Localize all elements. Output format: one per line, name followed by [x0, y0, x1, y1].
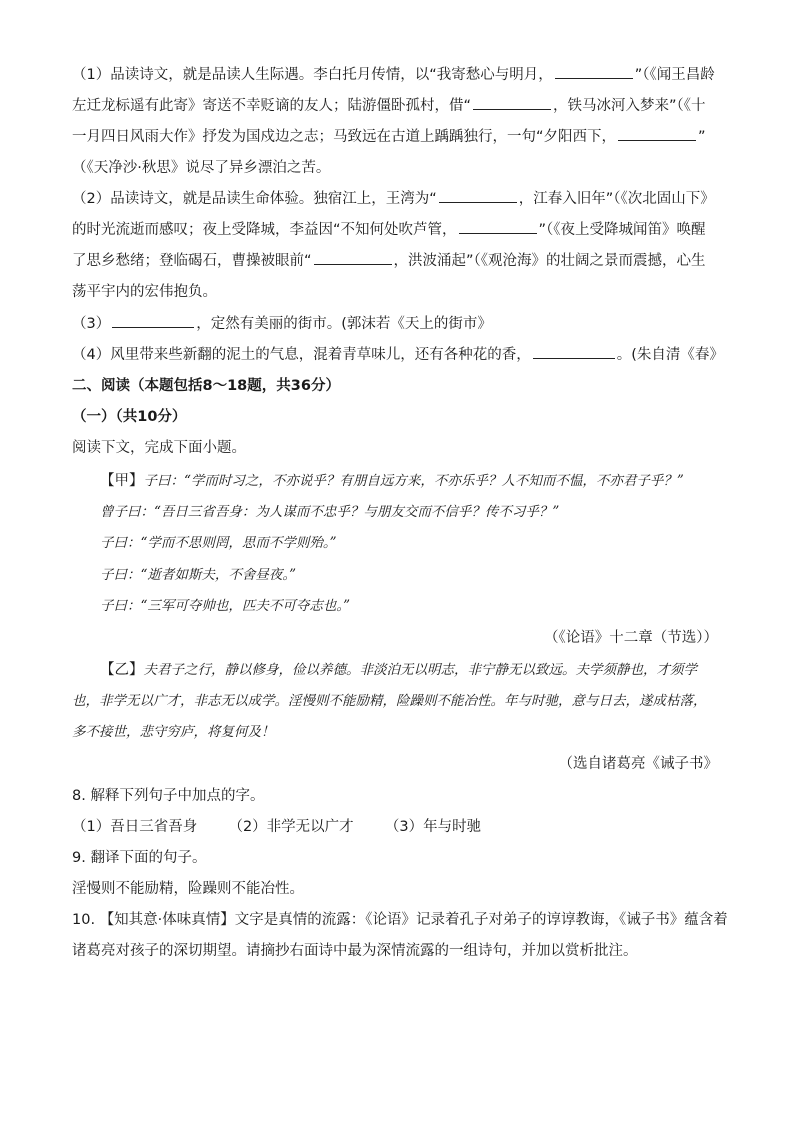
q1-text-4: （《天净沙·秋思》说尽了异乡漂泊之苦。 — [72, 160, 331, 176]
yi-line-2: 也，非学无以广才，非志无以成学。淫慢则不能励精，险躁则不能冶性。年与时驰，意与日去，遂成枯落， — [72, 693, 707, 709]
q10-line-2: 诸葛亮对孩子的深切期望。请摘抄右面诗中最为深情流露的一组诗句，并加以赏析批注。 — [72, 943, 638, 959]
q3-text-start: （3） — [72, 316, 111, 332]
yi-line-1 — [100, 659, 697, 681]
q9-sentence: 淫慢则不能励精，险躁则不能冶性。 — [72, 881, 304, 897]
jia-line-5: 子曰：“三军可夺帅也，匹夫不可夺志也。” — [100, 598, 351, 614]
q8-item: （1）吾日三省吾身 — [72, 819, 198, 835]
sub-heading: （一）（共10分） — [72, 409, 187, 425]
q2-line-1 — [72, 188, 715, 210]
q2-text-3b: ，洪波涌起”（《观沧海》的壮阔之景而震撼，心生 — [393, 253, 706, 269]
jia-label: 【甲】 — [100, 473, 144, 489]
q4-line — [72, 344, 724, 366]
jia-line-1 — [100, 470, 684, 492]
q2-text-4: 荡平宇内的宏伟抱负。 — [72, 284, 217, 300]
q2-text-3: 了思乡愁绪；登临碣石，曹操被眼前“ — [72, 253, 312, 269]
q8-item: （3）年与时驰 — [384, 819, 482, 835]
answer-blank[interactable] — [533, 344, 615, 359]
jia-text: 子曰：“学而时习之，不亦说乎？有朋自远方来，不亦乐乎？人不知而不愠，不亦君子乎？” — [143, 473, 684, 489]
q1-text-3: 一月四日风雨大作》抒发为国戍边之志；马致远在古道上踽踽独行，一句“夕阳西下， — [72, 129, 617, 145]
q2-text-1b: ，江春入旧年”（《次北固山下》 — [518, 191, 715, 207]
answer-blank[interactable] — [473, 95, 551, 110]
q3-text-end: ，定然有美丽的街市。(郭沫若《天上的街市》 — [196, 316, 492, 332]
answer-blank[interactable] — [618, 126, 696, 141]
answer-blank[interactable] — [459, 219, 537, 234]
answer-blank[interactable] — [112, 313, 194, 328]
q1-text-3b: ” — [698, 129, 706, 145]
q2-line-3 — [72, 250, 706, 272]
q4-text-end: 。(朱自清《春》 — [616, 347, 724, 363]
section-heading: 二、阅读（本题包括8～18题，共36分） — [72, 378, 340, 394]
q1-line-3 — [72, 126, 706, 148]
q4-text-start: （4）风里带来些新翻的泥土的气息，混着青草味儿，还有各种花的香， — [72, 347, 531, 363]
q2-text-1: （2）品读诗文，就是品读生命体验。独宿江上，王湾为“ — [72, 191, 437, 207]
q8-items — [72, 816, 481, 838]
q8-prompt: 8. 解释下列句子中加点的字。 — [72, 788, 265, 804]
q10-line-1: 10. 【知其意·体味真情】文字是真情的流露：《论语》记录着孔子对弟子的谆谆教诲，《诫子书》蕴含着 — [72, 912, 728, 928]
answer-blank[interactable] — [555, 64, 633, 79]
q1-text-1: （1）品读诗文，就是品读人生际遇。李白托月传情，以“我寄愁心与明月， — [72, 67, 553, 83]
yi-text: 夫君子之行，静以修身，俭以养德。非淡泊无以明志，非宁静无以致远。夫学须静也，才须学 — [143, 662, 697, 678]
q2-text-2b: ”（《夜上受降城闻笛》唤醒 — [538, 222, 706, 238]
q1-line-1 — [72, 64, 715, 86]
yi-label: 【乙】 — [100, 662, 144, 678]
q3-line — [72, 313, 492, 335]
q2-line-4 — [72, 281, 217, 303]
q2-text-2: 的时光流逝而感叹；夜上受降城，李益因“不知何处吹芦管， — [72, 222, 457, 238]
q1-line-4 — [72, 157, 330, 179]
reading-instruction: 阅读下文，完成下面小题。 — [72, 440, 246, 456]
yi-source: （选自诸葛亮《诫子书》 — [558, 756, 718, 772]
jia-source: （《论语》十二章（节选）） — [544, 630, 718, 646]
q1-line-2 — [72, 95, 706, 117]
answer-blank[interactable] — [314, 250, 392, 265]
answer-blank[interactable] — [439, 188, 517, 203]
q1-text-2: 左迁龙标遥有此寄》寄送不幸贬谪的友人；陆游僵卧孤村，借“ — [72, 98, 472, 114]
q1-text-1b: ”（《闻王昌龄 — [634, 67, 715, 83]
jia-line-4: 子曰：“逝者如斯夫，不舍昼夜。” — [100, 567, 297, 583]
q2-line-2 — [72, 219, 706, 241]
yi-line-3: 多不接世，悲守穷庐，将复何及！ — [72, 724, 275, 740]
q1-text-2b: ，铁马冰河入梦来”（《十 — [553, 98, 706, 114]
q8-item: （2）非学无以广才 — [228, 819, 354, 835]
q9-prompt: 9. 翻译下面的句子。 — [72, 850, 207, 866]
jia-line-2: 曾子曰：“吾日三省吾身：为人谋而不忠乎？与朋友交而不信乎？传不习乎？” — [100, 504, 560, 520]
jia-line-3: 子曰：“学而不思则罔，思而不学则殆。” — [100, 535, 337, 551]
